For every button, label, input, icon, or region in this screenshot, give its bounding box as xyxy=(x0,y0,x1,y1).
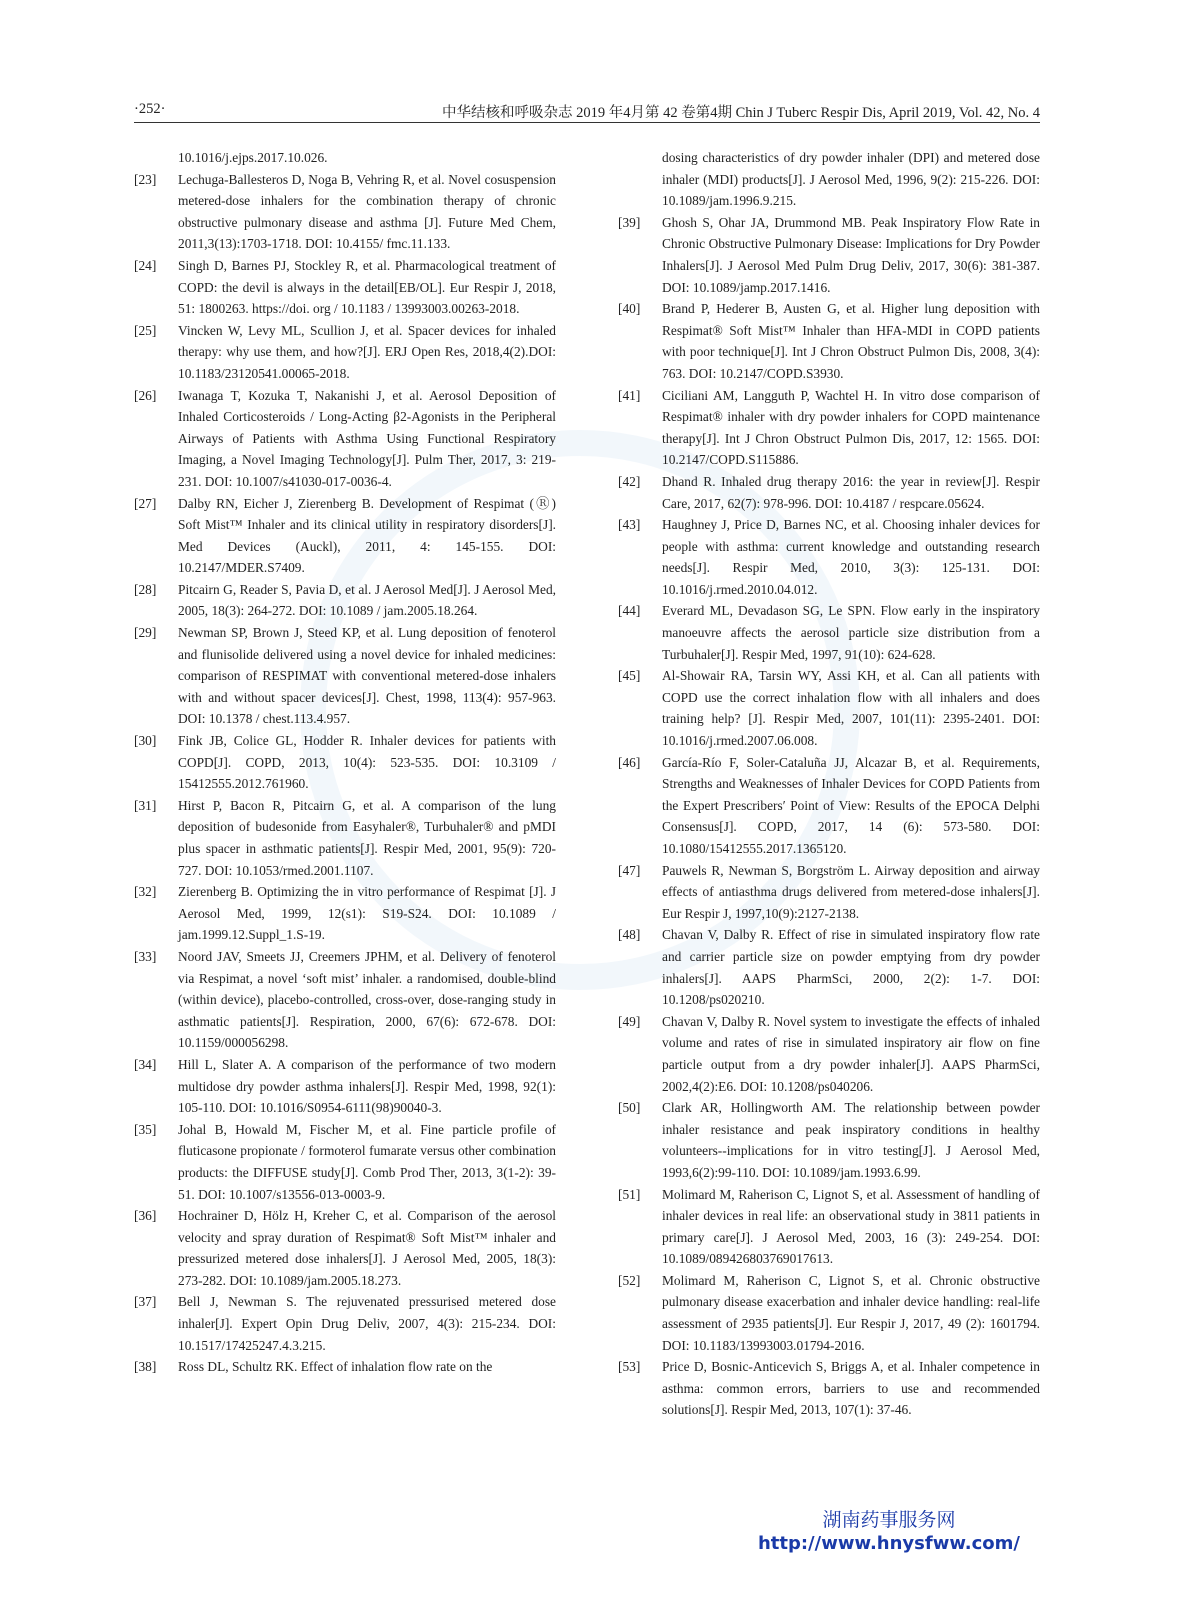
reference-text: dosing characteristics of dry powder inhaler (DPI) and metered dose inhaler (MDI) products[J]. J Aerosol Med, 1996, 9(2): 215-226. DOI: 10.1089/jam.1996.9.215. xyxy=(662,150,1040,209)
reference-number: [44] xyxy=(618,603,641,619)
reference-text: Molimard M, Raherison C, Lignot S, et al. Assessment of handling of inhaler devices in real life: an observational study in 3811 patients in primary care[J]. J Aerosol Med, 2003, 16 (3): 249-254. DOI: 10.1089/089426803769017613. xyxy=(662,1186,1040,1267)
reference-number: [24] xyxy=(134,257,157,273)
reference-number: [51] xyxy=(618,1186,641,1202)
reference-text: Hochrainer D, Hölz H, Kreher C, et al. Comparison of the aerosol velocity and spray duration of Respimat® Soft Mist™ inhaler and pressurized metered dose inhalers[J]. J Aerosol Med, 2005, 18(3): 273-282. DOI: 10.1089/jam.2005.18.273. xyxy=(178,1208,556,1288)
reference-number: [50] xyxy=(618,1100,641,1116)
reference-number: [40] xyxy=(618,301,641,317)
reference-text: Pitcairn G, Reader S, Pavia D, et al. J Aerosol Med[J]. J Aerosol Med, 2005, 18(3): 264-272. DOI: 10.1089 / jam.2005.18.264. xyxy=(178,581,556,619)
reference-text: Price D, Bosnic-Anticevich S, Briggs A, et al. Inhaler competence in asthma: common errors, barriers to use and recommended solutions[J]. Respir Med, 2013, 107(1): 37-46. xyxy=(662,1359,1040,1418)
reference-entry xyxy=(618,665,1040,751)
reference-text: Pauwels R, Newman S, Borgström L. Airway deposition and airway effects of antiasthma drugs delivered from metered-dose inhalers[J]. Eur Respir J, 1997,10(9):2127-2138. xyxy=(662,862,1040,921)
reference-entry xyxy=(618,514,1040,600)
reference-text: Everard ML, Devadason SG, Le SPN. Flow early in the inspiratory manoeuvre affects the aerosol particle size distribution from a Turbuhaler[J]. Respir Med, 1997, 91(10): 624-628. xyxy=(662,603,1040,662)
reference-number: [48] xyxy=(618,927,641,943)
references-left-column xyxy=(134,147,556,1378)
reference-text: Hill L, Slater A. A comparison of the performance of two modern multidose dry powder asthma inhalers[J]. Respir Med, 1998, 92(1): 105-110. DOI: 10.1016/S0954-6111(98)90040-3. xyxy=(178,1056,556,1116)
reference-text: Newman SP, Brown J, Steed KP, et al. Lung deposition of fenoterol and flunisolide delivered using a novel device for inhaled medicines: comparison of RESPIMAT with conventional metered-dose inhalers with and without spacer devices[J]. Chest, 1998, 113(4): 957-963. DOI: 10.1378 / chest.113.4.957. xyxy=(178,625,556,727)
reference-entry xyxy=(134,255,556,320)
reference-entry xyxy=(134,320,556,385)
reference-text: 10.1016/j.ejps.2017.10.026. xyxy=(178,150,328,165)
reference-text: Ciciliani AM, Langguth P, Wachtel H. In vitro dose comparison of Respimat® inhaler with dry powder inhalers for COPD maintenance therapy[J]. Int J Chron Obstruct Pulmon Dis, 2017, 12: 1565. DOI: 10.2147/COPD.S115886. xyxy=(662,387,1040,468)
reference-entry xyxy=(134,1291,556,1356)
reference-number: [47] xyxy=(618,862,641,878)
reference-text: Lechuga-Ballesteros D, Noga B, Vehring R, et al. Novel cosuspension metered-dose inhalers for the combination therapy of chronic obstructive pulmonary disease and asthma [J]. Future Med Chem, 2011,3(13):1703-1718. DOI: 10.4155/ fmc.11.133. xyxy=(178,171,556,252)
reference-number: [27] xyxy=(134,495,157,511)
reference-entry xyxy=(618,1011,1040,1097)
reference-entry xyxy=(618,298,1040,384)
reference-text: Chavan V, Dalby R. Novel system to investigate the effects of inhaled volume and rates of rise in simulated inspiratory air flow on fine particle output from a dry powder inhaler[J]. AAPS PharmSci, 2002,4(2):E6. DOI: 10.1208/ps040206. xyxy=(662,1013,1040,1094)
reference-entry xyxy=(134,1205,556,1291)
reference-number: [38] xyxy=(134,1359,157,1375)
site-name: 湖南药事服务网 xyxy=(822,1509,956,1531)
reference-text: Iwanaga T, Kozuka T, Nakanishi J, et al. Aerosol Deposition of Inhaled Corticosteroids / Long-Acting β2-Agonists in the Peripheral Airways of Patients with Asthma Using Functional Respiratory Imaging, a Novel Imaging Technology[J]. Pulm Ther, 2017, 3: 219-231. DOI: 10.1007/s41030-017-0036-4. xyxy=(178,387,556,489)
reference-text: Molimard M, Raherison C, Lignot S, et al. Chronic obstructive pulmonary disease exacerbation and inhaler device handling: real-life assessment of 2935 patients[J]. Eur Respir J, 2017, 49 (2): 1601794. DOI: 10.1183/13993003.01794-2016. xyxy=(662,1272,1040,1353)
reference-text: Ross DL, Schultz RK. Effect of inhalation flow rate on the xyxy=(178,1359,493,1375)
reference-number: [52] xyxy=(618,1272,641,1288)
reference-number: [36] xyxy=(134,1208,157,1224)
reference-number: [34] xyxy=(134,1056,157,1072)
reference-entry xyxy=(618,600,1040,665)
reference-entry xyxy=(618,924,1040,1010)
reference-entry xyxy=(134,730,556,795)
reference-entry xyxy=(134,622,556,730)
reference-text: Haughney J, Price D, Barnes NC, et al. Choosing inhaler devices for people with asthma: current knowledge and outstanding research needs[J]. Respir Med, 2010, 3(3): 125-131. DOI: 10.1016/j.rmed.2010.04.012. xyxy=(662,517,1040,597)
reference-entry xyxy=(134,795,556,881)
reference-number: [25] xyxy=(134,322,157,338)
reference-number: [39] xyxy=(618,214,641,230)
reference-text: Singh D, Barnes PJ, Stockley R, et al. Pharmacological treatment of COPD: the devil is always in the detail[EB/OL]. Eur Respir J, 2018, 51: 1800263. https://doi. org / 10.1183 / 13993003.00263-2018. xyxy=(178,257,556,317)
reference-text: Al-Showair RA, Tarsin WY, Assi KH, et al. Can all patients with COPD use the correct inhalation flow with all inhalers and does training help? [J]. Respir Med, 2007, 101(11): 2395-2401. DOI: 10.1016/j.rmed.2007.06.008. xyxy=(662,668,1040,749)
reference-entry xyxy=(618,385,1040,471)
reference-number: [32] xyxy=(134,884,157,900)
reference-number: [49] xyxy=(618,1013,641,1029)
reference-number: [28] xyxy=(134,581,157,597)
reference-entry xyxy=(134,169,556,255)
reference-number: [45] xyxy=(618,668,641,684)
footer-watermark xyxy=(758,1508,1020,1556)
page-number: ·252· xyxy=(134,101,166,117)
reference-entry xyxy=(618,1356,1040,1421)
reference-text: Zierenberg B. Optimizing the in vitro performance of Respimat [J]. J Aerosol Med, 1999, 12(s1): S19-S24. DOI: 10.1089 / jam.1999.12.Suppl_1.S-19. xyxy=(178,884,556,943)
reference-entry xyxy=(134,147,556,169)
reference-text: Brand P, Hederer B, Austen G, et al. Higher lung deposition with Respimat® Soft Mist™ Inhaler than HFA-MDI in COPD patients with poor technique[J]. Int J Chron Obstruct Pulmon Dis, 2008, 3(4): 763. DOI: 10.2147/COPD.S3930. xyxy=(662,301,1040,381)
reference-number: [46] xyxy=(618,754,641,770)
site-url[interactable]: http://www.hnysfww.com/ xyxy=(757,1533,1020,1554)
reference-text: Dhand R. Inhaled drug therapy 2016: the year in review[J]. Respir Care, 2017, 62(7): 978-996. DOI: 10.4187 / respcare.05624. xyxy=(662,473,1040,511)
reference-text: Ghosh S, Ohar JA, Drummond MB. Peak Inspiratory Flow Rate in Chronic Obstructive Pulmonary Disease: Implications for Dry Powder Inhalers[J]. J Aerosol Med Pulm Drug Deliv, 2017, 30(6): 381-387. DOI: 10.1089/jamp.2017.1416. xyxy=(662,214,1040,295)
reference-number: [35] xyxy=(134,1121,157,1137)
reference-text: Chavan V, Dalby R. Effect of rise in simulated inspiratory flow rate and carrier particle size on powder emptying from dry powder inhalers[J]. AAPS PharmSci, 2000, 2(2): 1-7. DOI: 10.1208/ps020210. xyxy=(662,927,1040,1008)
reference-text: Noord JAV, Smeets JJ, Creemers JPHM, et al. Delivery of fenoterol via Respimat, a novel ‘soft mist’ inhaler. a randomised, double-blind (within device), placebo-controlled, cross-over, dose-ranging study in asthmatic patients[J]. Respiration, 2000, 67(6): 672-678. DOI: 10.1159/000056298. xyxy=(178,948,556,1051)
reference-entry xyxy=(134,385,556,493)
reference-number: [53] xyxy=(618,1359,641,1375)
reference-entry xyxy=(134,493,556,579)
reference-text: García-Río F, Soler-Cataluña JJ, Alcazar B, et al. Requirements, Strengths and Weaknesses of Inhaler Devices for COPD Patients from the Expert Prescribers′ Point of View: Results of the EPOCA Delphi Consensus[J]. COPD, 2017, 14 (6): 573-580. DOI: 10.1080/15412555.2017.1365120. xyxy=(662,754,1040,856)
reference-number: [31] xyxy=(134,797,157,813)
reference-text: Vincken W, Levy ML, Scullion J, et al. Spacer devices for inhaled therapy: why use them, and how?[J]. ERJ Open Res, 2018,4(2).DOI: 10.1183/23120541.00065-2018. xyxy=(178,322,556,381)
reference-entry xyxy=(618,752,1040,860)
reference-text: Fink JB, Colice GL, Hodder R. Inhaler devices for patients with COPD[J]. COPD, 2013, 10(4): 523-535. DOI: 10.3109 / 15412555.2012.761960. xyxy=(178,733,556,792)
reference-entry xyxy=(134,1356,556,1378)
reference-number: [41] xyxy=(618,387,641,403)
reference-entry xyxy=(134,579,556,622)
page-header xyxy=(134,100,1040,123)
references-right-column xyxy=(618,147,1040,1421)
reference-text: Clark AR, Hollingworth AM. The relationship between powder inhaler resistance and peak inspiratory conditions in healthy volunteers--implications for in vitro testing[J]. J Aerosol Med, 1993,6(2):99-110. DOI: 10.1089/jam.1993.6.99. xyxy=(662,1100,1040,1180)
reference-entry xyxy=(618,1184,1040,1270)
reference-entry xyxy=(134,881,556,946)
reference-number: [30] xyxy=(134,733,157,749)
reference-entry xyxy=(618,1270,1040,1356)
reference-entry xyxy=(134,1054,556,1119)
reference-text: Hirst P, Bacon R, Pitcairn G, et al. A comparison of the lung deposition of budesonide from Easyhaler®, Turbuhaler® and pMDI plus spacer in asthmatic patients[J]. Respir Med, 2001, 95(9): 720-727. DOI: 10.1053/rmed.2001.1107. xyxy=(178,797,556,878)
reference-number: [37] xyxy=(134,1294,157,1310)
reference-entry xyxy=(618,471,1040,514)
reference-text: Johal B, Howald M, Fischer M, et al. Fine particle profile of fluticasone propionate / formoterol fumarate versus other combination products: the DIFFUSE study[J]. Comb Prod Ther, 2013, 3(1-2): 39-51. DOI: 10.1007/s13556-013-0003-9. xyxy=(178,1121,556,1202)
reference-entry xyxy=(134,1119,556,1205)
reference-entry xyxy=(134,946,556,1054)
reference-entry xyxy=(618,212,1040,298)
reference-number: [43] xyxy=(618,517,641,533)
reference-entry xyxy=(618,147,1040,212)
journal-citation: 中华结核和呼吸杂志 2019 年4月第 42 卷第4期 Chin J Tuberc Respir Dis, April 2019, Vol. 42, No. 4 xyxy=(441,105,1040,121)
reference-number: [29] xyxy=(134,625,157,641)
reference-number: [23] xyxy=(134,171,157,187)
reference-text: Bell J, Newman S. The rejuvenated pressurised metered dose inhaler[J]. Expert Opin Drug Deliv, 2007, 4(3): 215-234. DOI: 10.1517/17425247.4.3.215. xyxy=(178,1294,556,1353)
reference-entry xyxy=(618,1097,1040,1183)
reference-entry xyxy=(618,860,1040,925)
reference-number: [26] xyxy=(134,387,157,403)
reference-text: Dalby RN, Eicher J, Zierenberg B. Development of Respimat (Ⓡ) Soft Mist™ Inhaler and its clinical utility in respiratory disorders[J]. Med Devices (Auckl), 2011, 4: 145-155. DOI: 10.2147/MDER.S7409. xyxy=(178,495,556,576)
reference-number: [42] xyxy=(618,473,641,489)
reference-number: [33] xyxy=(134,948,157,964)
